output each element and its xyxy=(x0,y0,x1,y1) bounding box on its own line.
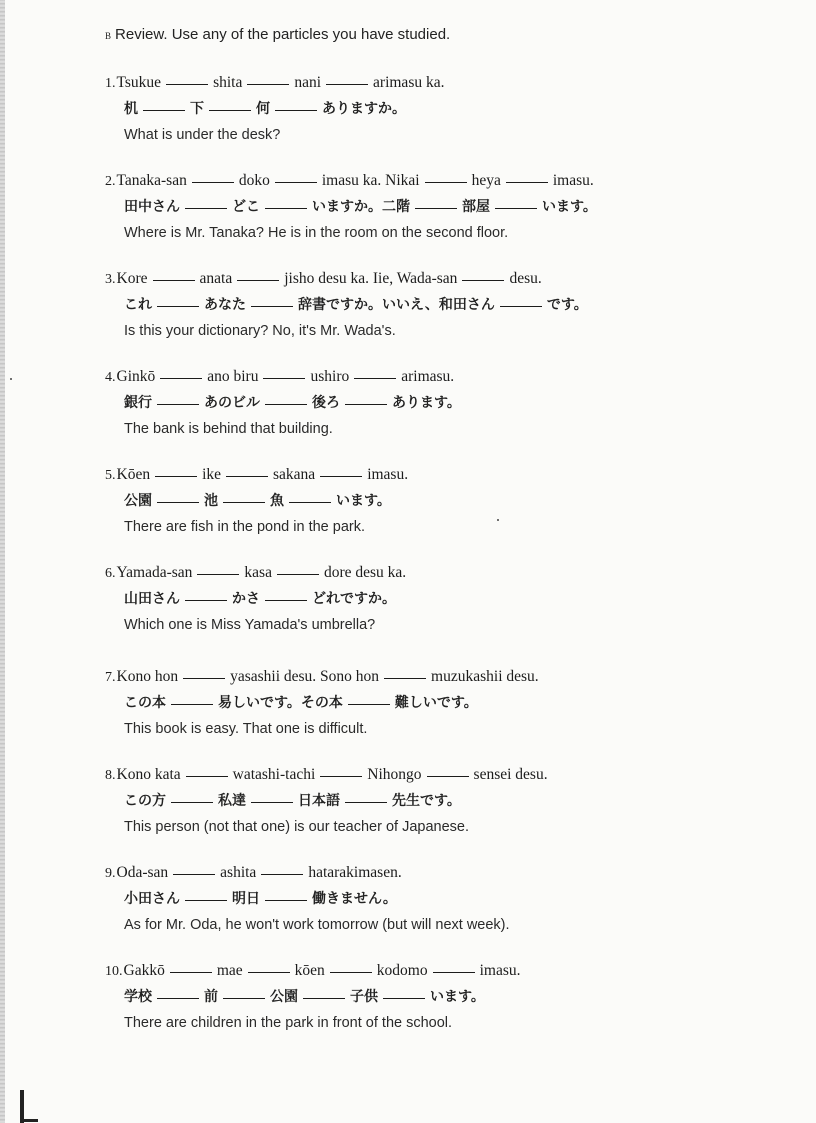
particle-blank xyxy=(506,182,548,183)
japanese-segment: 公園 xyxy=(124,493,152,509)
particle-blank xyxy=(153,280,195,281)
exercise-number: 9. xyxy=(105,866,116,881)
romaji-sentence xyxy=(105,664,725,690)
exercise-number: 10. xyxy=(105,964,123,979)
particle-blank xyxy=(157,404,199,405)
particle-blank xyxy=(171,802,213,803)
romaji-segment: kōen xyxy=(294,962,325,979)
exercise-item xyxy=(105,762,725,840)
particle-blank xyxy=(171,704,213,705)
romaji-sentence xyxy=(105,462,725,488)
particle-blank xyxy=(157,998,199,999)
romaji-segment: imasu ka. Nikai xyxy=(321,172,420,189)
romaji-sentence xyxy=(105,364,725,390)
particle-blank xyxy=(320,776,362,777)
romaji-segment: sakana xyxy=(273,466,316,483)
english-translation: The bank is behind that building. xyxy=(124,421,333,437)
japanese-segment: 山田さん xyxy=(124,591,180,607)
romaji-segment: Tanaka-san xyxy=(116,172,187,189)
romaji-segment: watashi-tachi xyxy=(232,766,316,783)
particle-blank xyxy=(185,600,227,601)
page-binding-edge xyxy=(0,0,5,1123)
particle-blank xyxy=(303,998,345,999)
particle-blank xyxy=(263,378,305,379)
romaji-segment: arimasu. xyxy=(401,368,455,385)
particle-blank xyxy=(185,208,227,209)
japanese-segment: 学校 xyxy=(124,989,152,1005)
exercise-number: 1. xyxy=(105,76,116,91)
romaji-segment: yasashii desu. Sono hon xyxy=(230,668,380,685)
romaji-segment: hatarakimasen. xyxy=(308,864,402,881)
japanese-segment: 魚 xyxy=(270,493,284,509)
romaji-segment: shita xyxy=(213,74,243,91)
exercise-number: 3. xyxy=(105,272,116,287)
romaji-sentence xyxy=(105,168,725,194)
exercise-number: 4. xyxy=(105,370,116,385)
japanese-segment: この方 xyxy=(124,793,166,809)
particle-blank xyxy=(248,972,290,973)
particle-blank xyxy=(326,84,368,85)
japanese-segment: 机 xyxy=(124,101,138,117)
romaji-segment: kodomo xyxy=(376,962,428,979)
english-translation: Which one is Miss Yamada's umbrella? xyxy=(124,617,376,633)
japanese-segment: いますか。二階 xyxy=(312,199,410,215)
japanese-segment: 易しいです。その本 xyxy=(218,695,343,711)
romaji-segment: sensei desu. xyxy=(473,766,548,783)
japanese-segment: います。 xyxy=(430,989,485,1005)
particle-blank xyxy=(354,378,396,379)
particle-blank xyxy=(226,476,268,477)
japanese-sentence xyxy=(105,788,725,814)
particle-blank xyxy=(383,998,425,999)
particle-blank xyxy=(247,84,289,85)
crop-mark xyxy=(20,1119,38,1122)
english-translation: As for Mr. Oda, he won't work tomorrow (but will next week). xyxy=(124,917,510,933)
exercise-number: 7. xyxy=(105,670,116,685)
particle-blank xyxy=(192,182,234,183)
particle-blank xyxy=(185,900,227,901)
japanese-segment: 私達 xyxy=(218,793,246,809)
japanese-segment: 前 xyxy=(204,989,218,1005)
romaji-segment: heya xyxy=(471,172,501,189)
particle-blank xyxy=(462,280,504,281)
japanese-sentence xyxy=(105,586,725,612)
english-translation: What is under the desk? xyxy=(124,127,281,143)
section-letter: b xyxy=(105,27,112,42)
japanese-segment: 先生です。 xyxy=(392,793,461,809)
romaji-segment: arimasu ka. xyxy=(373,74,445,91)
japanese-segment: 池 xyxy=(204,493,218,509)
scan-speck xyxy=(10,378,12,380)
japanese-segment: これ xyxy=(124,297,152,313)
exercise-item xyxy=(105,958,725,1036)
particle-blank xyxy=(173,874,215,875)
particle-blank xyxy=(275,110,317,111)
particle-blank xyxy=(265,600,307,601)
particle-blank xyxy=(237,280,279,281)
particle-blank xyxy=(183,678,225,679)
exercise-number: 5. xyxy=(105,468,116,483)
particle-blank xyxy=(277,574,319,575)
japanese-sentence xyxy=(105,690,725,716)
romaji-segment: Gakkō xyxy=(123,962,165,979)
japanese-segment: 下 xyxy=(190,101,204,117)
romaji-segment: muzukashii desu. xyxy=(431,668,539,685)
english-translation: There are children in the park in front of the school. xyxy=(124,1015,453,1031)
japanese-segment: どれですか。 xyxy=(312,591,396,607)
particle-blank xyxy=(155,476,197,477)
english-translation: Where is Mr. Tanaka? He is in the room on the second floor. xyxy=(124,225,509,241)
japanese-sentence xyxy=(105,96,725,122)
romaji-segment: Tsukue xyxy=(116,74,162,91)
romaji-segment: anata xyxy=(199,270,233,287)
japanese-segment: 働きません。 xyxy=(312,891,397,907)
romaji-segment: imasu. xyxy=(552,172,594,189)
romaji-sentence xyxy=(105,560,725,586)
exercise-item xyxy=(105,266,725,344)
particle-blank xyxy=(433,972,475,973)
japanese-segment: 公園 xyxy=(270,989,298,1005)
particle-blank xyxy=(160,378,202,379)
instruction-text: Review. Use any of the particles you have studied. xyxy=(115,26,451,43)
exercise-item xyxy=(105,860,725,938)
exercise-item xyxy=(105,364,725,442)
exercise-item xyxy=(105,560,725,638)
particle-blank xyxy=(384,678,426,679)
romaji-segment: Kono kata xyxy=(116,766,181,783)
particle-blank xyxy=(345,802,387,803)
romaji-segment: desu. xyxy=(509,270,542,287)
romaji-segment: ike xyxy=(202,466,222,483)
japanese-segment: 何 xyxy=(256,101,270,117)
particle-blank xyxy=(320,476,362,477)
particle-blank xyxy=(261,874,303,875)
romaji-segment: mae xyxy=(216,962,243,979)
japanese-sentence xyxy=(105,984,725,1010)
japanese-segment: あります。 xyxy=(392,395,461,411)
japanese-segment: この本 xyxy=(124,695,166,711)
japanese-segment: 子供 xyxy=(350,989,378,1005)
particle-blank xyxy=(345,404,387,405)
romaji-segment: imasu. xyxy=(367,466,409,483)
romaji-segment: nani xyxy=(294,74,322,91)
romaji-segment: kasa xyxy=(244,564,272,581)
japanese-sentence xyxy=(105,886,725,912)
exercise-item xyxy=(105,70,725,148)
japanese-segment: 辞書ですか。いいえ、和田さん xyxy=(298,297,495,313)
english-translation: Is this your dictionary? No, it's Mr. Wada's. xyxy=(124,323,396,339)
particle-blank xyxy=(157,306,199,307)
romaji-sentence xyxy=(105,762,725,788)
japanese-segment: 日本語 xyxy=(298,793,340,809)
romaji-sentence xyxy=(105,266,725,292)
exercise-number: 8. xyxy=(105,768,116,783)
particle-blank xyxy=(166,84,208,85)
particle-blank xyxy=(348,704,390,705)
particle-blank xyxy=(500,306,542,307)
particle-blank xyxy=(265,208,307,209)
english-translation: There are fish in the pond in the park. xyxy=(124,519,366,535)
japanese-segment: います。 xyxy=(542,199,597,215)
japanese-sentence xyxy=(105,292,725,318)
romaji-segment: doko xyxy=(238,172,270,189)
japanese-segment: です。 xyxy=(546,297,588,313)
exercise-item xyxy=(105,462,725,540)
particle-blank xyxy=(197,574,239,575)
exercise-item xyxy=(105,664,725,742)
particle-blank xyxy=(251,802,293,803)
particle-blank xyxy=(251,306,293,307)
particle-blank xyxy=(170,972,212,973)
romaji-segment: ano biru xyxy=(207,368,259,385)
exercise-item xyxy=(105,168,725,246)
particle-blank xyxy=(275,182,317,183)
japanese-segment: どこ xyxy=(232,199,260,215)
romaji-sentence xyxy=(105,70,725,96)
particle-blank xyxy=(265,900,307,901)
romaji-segment: Ginkō xyxy=(116,368,156,385)
particle-blank xyxy=(427,776,469,777)
romaji-segment: Kore xyxy=(116,270,148,287)
japanese-sentence xyxy=(105,488,725,514)
particle-blank xyxy=(289,502,331,503)
particle-blank xyxy=(209,110,251,111)
japanese-segment: 部屋 xyxy=(462,199,490,215)
romaji-segment: ushiro xyxy=(310,368,350,385)
english-translation: This book is easy. That one is difficult. xyxy=(124,721,368,737)
particle-blank xyxy=(415,208,457,209)
romaji-segment: jisho desu ka. Iie, Wada-san xyxy=(284,270,458,287)
japanese-segment: かさ xyxy=(232,591,260,607)
romaji-segment: Kono hon xyxy=(116,668,179,685)
japanese-segment: 田中さん xyxy=(124,199,180,215)
particle-blank xyxy=(265,404,307,405)
english-translation: This person (not that one) is our teacher of Japanese. xyxy=(124,819,469,835)
japanese-segment: います。 xyxy=(336,493,391,509)
japanese-segment: 明日 xyxy=(232,891,260,907)
particle-blank xyxy=(330,972,372,973)
japanese-segment: あのビル xyxy=(204,395,260,411)
particle-blank xyxy=(223,502,265,503)
particle-blank xyxy=(425,182,467,183)
romaji-segment: Nihongo xyxy=(367,766,422,783)
romaji-segment: Kōen xyxy=(116,466,151,483)
japanese-segment: 小田さん xyxy=(124,891,180,907)
particle-blank xyxy=(495,208,537,209)
japanese-segment: ありますか。 xyxy=(322,101,406,117)
romaji-segment: ashita xyxy=(220,864,257,881)
japanese-segment: 後ろ xyxy=(312,395,340,411)
exercise-number: 6. xyxy=(105,566,116,581)
japanese-segment: 銀行 xyxy=(124,395,152,411)
particle-blank xyxy=(157,502,199,503)
japanese-segment: あなた xyxy=(204,297,246,313)
japanese-segment: 難しいです。 xyxy=(394,695,478,711)
romaji-sentence xyxy=(105,958,725,984)
romaji-segment: Oda-san xyxy=(116,864,169,881)
exercise-number: 2. xyxy=(105,174,116,189)
exercise-instructions xyxy=(105,26,450,43)
particle-blank xyxy=(186,776,228,777)
romaji-segment: dore desu ka. xyxy=(323,564,407,581)
romaji-segment: imasu. xyxy=(479,962,521,979)
romaji-sentence xyxy=(105,860,725,886)
japanese-sentence xyxy=(105,390,725,416)
japanese-sentence xyxy=(105,194,725,220)
romaji-segment: Yamada-san xyxy=(116,564,193,581)
particle-blank xyxy=(143,110,185,111)
particle-blank xyxy=(223,998,265,999)
